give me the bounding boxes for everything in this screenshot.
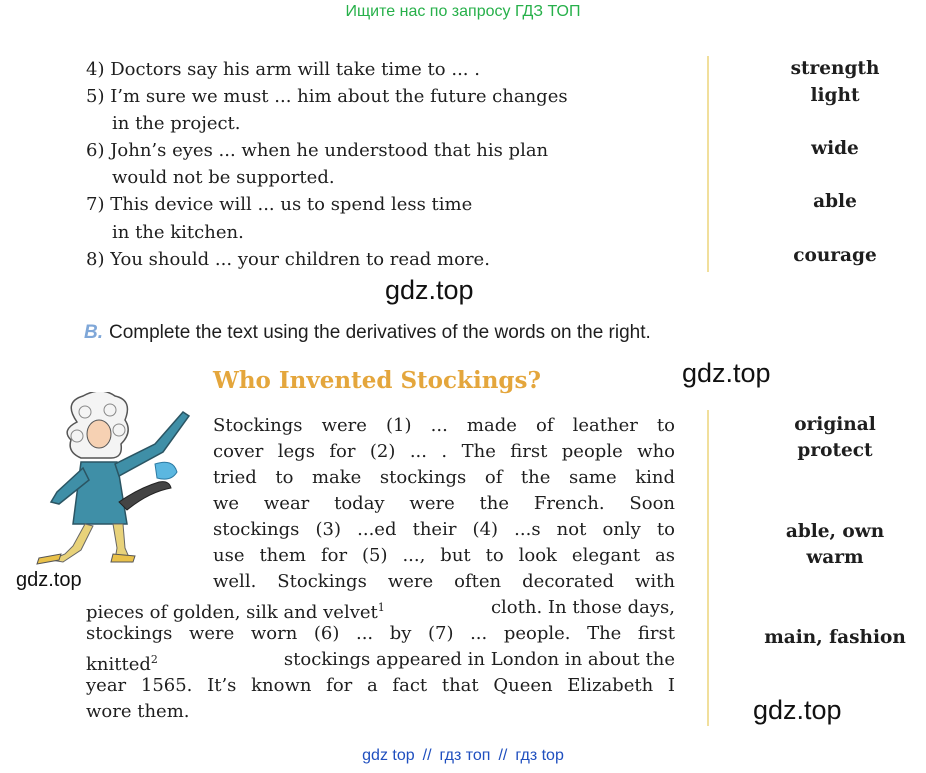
sentence-6: 6) John’s eyes ... when he understood that his plan	[86, 140, 549, 161]
text-line-1: Stockings were (1) ... made of leather to	[213, 415, 675, 436]
word-able: able	[813, 191, 857, 212]
word-main-fashion: main, fashion	[764, 627, 906, 648]
sentence-6-cont: would not be supported.	[112, 167, 335, 188]
text-line-10-end: stockings appeared in London in about the	[283, 649, 675, 670]
text-line-7: well. Stockings were often decorated with	[213, 571, 675, 592]
text-line-12: wore them.	[86, 701, 190, 722]
word-light: light	[810, 85, 860, 106]
text-line-5: stockings (3) ...ed their (4) ...s not only to	[213, 519, 675, 540]
column-divider-b	[707, 410, 709, 726]
footer-link-gdz-top-mixed[interactable]: гдз top	[515, 747, 564, 764]
footer-link-gdz-top-ru[interactable]: гдз топ	[439, 747, 491, 764]
text-line-3: tried to make stockings of the same kind	[213, 467, 675, 488]
text-line-10-start: knitted$^2$	[86, 653, 158, 675]
nobleman-illustration	[15, 392, 195, 572]
footer-link-gdz-top[interactable]: gdz top	[362, 747, 415, 764]
text-line-8-start: pieces of golden, silk and velvet$^1$	[86, 601, 385, 623]
watermark: gdz.top	[682, 358, 771, 388]
text-line-2: cover legs for (2) ... . The first people who	[213, 441, 675, 462]
sentence-8: 8) You should ... your children to read more.	[86, 249, 490, 270]
word-able-own: able, own	[785, 521, 885, 542]
word-warm: warm	[806, 547, 864, 568]
text-line-8-end: cloth. In those days,	[490, 597, 675, 618]
word-courage: courage	[793, 245, 877, 266]
text-line-4: we wear today were the French. Soon	[213, 493, 675, 514]
watermark: gdz.top	[753, 695, 842, 725]
word-protect: protect	[797, 440, 873, 461]
text-title: Who Invented Stockings?	[213, 367, 541, 394]
word-original: original	[794, 414, 876, 435]
sentence-5: 5) I’m sure we must ... him about the future changes	[86, 86, 568, 107]
footer-links	[0, 747, 926, 765]
word-strength: strength	[790, 58, 880, 79]
sentence-7-cont: in the kitchen.	[112, 222, 244, 243]
footnote-mark-1: 1	[377, 601, 385, 614]
task-letter: B.	[84, 322, 103, 343]
search-hint-link[interactable]: Ищите нас по запросу ГДЗ ТОП	[345, 3, 581, 20]
sentence-5-cont: in the project.	[112, 113, 241, 134]
sentence-7: 7) This device will ... us to spend less time	[86, 194, 473, 215]
sentence-4: 4) Doctors say his arm will take time to ... .	[86, 59, 480, 80]
watermark: gdz.top	[385, 275, 474, 305]
text-line-6: use them for (5) ..., but to look elegant as	[213, 545, 675, 566]
text-line-9: stockings were worn (6) ... by (7) ... people. The first	[86, 623, 675, 644]
footer-separator: //	[422, 747, 432, 764]
footer-separator: //	[498, 747, 508, 764]
column-divider-a	[707, 56, 709, 272]
word-wide: wide	[811, 138, 859, 159]
text-line-11: year 1565. It’s known for a fact that Queen Elizabeth I	[86, 675, 675, 696]
watermark: gdz.top	[16, 569, 82, 591]
task-text: Complete the text using the derivatives of the words on the right.	[109, 322, 651, 343]
footnote-mark-2: 2	[150, 653, 158, 666]
task-b-instruction	[84, 322, 651, 344]
